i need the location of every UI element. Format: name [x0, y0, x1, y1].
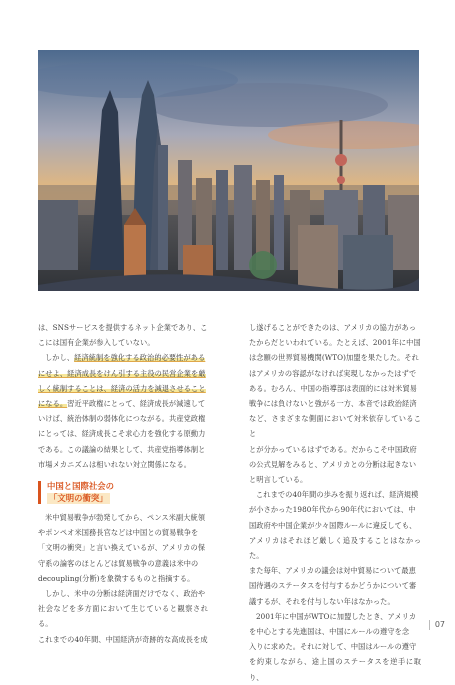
- section-heading: [38, 481, 208, 504]
- paragraph: 米中貿易戦争が勃発してから、ペンス米副大統領 やポンペオ米国務長官などは中国との貿易戦争を 「文明の衝突」と言い換えているが、アメリカの保 守系の論客のほとんどは貿易戦争の意義は米中の decoupling(分断)を象徴するものと指摘する。: [38, 513, 206, 583]
- right-text-column: [249, 320, 421, 685]
- heading-line-2: 「文明の衝突」: [49, 492, 108, 503]
- highlighted-text: 経済統制を強化する政治的必要性がある にせよ、経済成長をけん引する主役の民営企業を厳 しく統制することは、経済の活力を減退させること になる。: [38, 353, 206, 409]
- heading-line-1: 中国と国際社会の: [47, 481, 114, 492]
- skyline-illustration: [38, 50, 419, 291]
- paragraph: これまでの40年間の歩みを振り返れば、経済規模 が小さかった1980年代から90年代においては、中 国政府や中国企業が少々国際ルールに違反しても、 アメリカはそれほど厳しく追及することはなかった。 また毎年、アメリカの議会は対中貿易について最恵 国待遇のステータスを付与するかどうかについて審 議するが、それを付与しない年はなかった。: [249, 490, 421, 606]
- left-text-column: [38, 320, 208, 647]
- city-skyline-photo: [38, 50, 419, 291]
- paragraph: し遂げることができたのは、アメリカの協力があっ たからだといわれている。たとえば、2001年に中国 は念願の世界貿易機関(WTO)加盟を果たした。それ はアメリカの容認がなければ実現しなかったはずで ある。むろん、中国の指導部は表面的には対米貿易 戦争には負けないと強がる一方、本音では政治経済 など、さまざまな側面において対米依存していること とが分かっているはずである。だからこそ中国政府 の公式見解をみると、アメリカとの分断は起きない と明言している。: [249, 323, 421, 485]
- page-number: 07: [429, 620, 445, 630]
- paragraph: は、SNSサービスを提供するネット企業であり、こ こには国有企業が参入していない。: [38, 323, 208, 348]
- paragraph-highlighted: [38, 350, 208, 472]
- paragraph: 2001年に中国がWTOに加盟したとき、アメリカ を中心とする先進国は、中国にルールの遵守を念 入りに求めた。それに対して、中国はルールの遵守 を約束しながら、途上国のステータスを逆手に取り、: [249, 611, 421, 682]
- paragraph: しかし、米中の分断は経済面だけでなく、政治や 社会などを多方面において生じていると観察される。 これまでの40年間、中国経済が奇跡的な高成長を成: [38, 589, 208, 644]
- paragraph-lead: しかし、: [45, 353, 75, 363]
- paragraph-tail: 習近平政権にとって、経済成長が減速して いけば、統治体制の弱体化につながる。共産党政権 にとっては、経済成長こそ求心力を強化する原動力 である。この議論の結果として、共産党指導体制と 市場メカニズムは相いれない対立関係になる。: [38, 399, 206, 469]
